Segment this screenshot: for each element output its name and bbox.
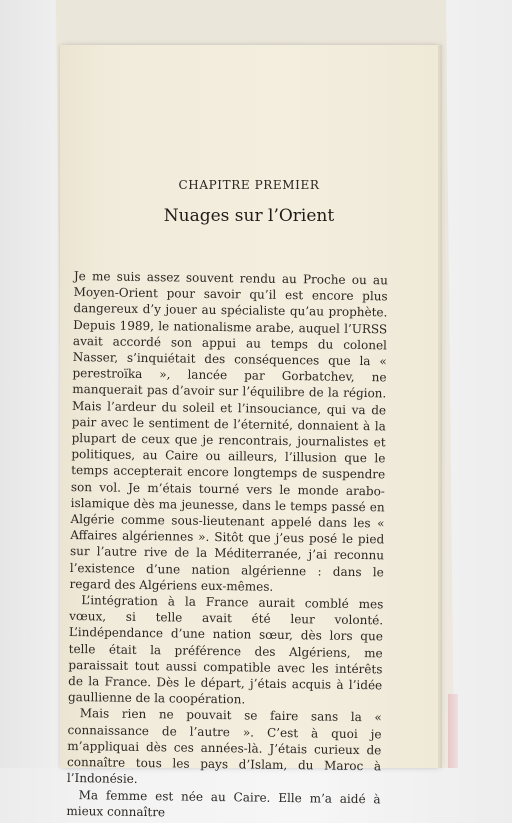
body-text	[66, 268, 388, 823]
paragraph: Je me suis assez souvent rendu au Proche ou au Moyen-Orient pour savoir qu’il est encore plus dangereux d’y jouer au spécialiste qu’au prophète. Depuis 1989, le nationalisme arabe, auquel l’URSS avait accordé son appui au temps du colonel Nasser, s’inquiétait des conséquences que la « perestroïka », lancée par Gorbatchev, ne manquerait pas d’avoir sur l’équilibre de la région. Mais l’ardeur du soleil et l’insouciance, qui va de pair avec le sentiment de l’éternité, donnaient à la plupart de ceux que je rencontrais, journalistes et politiques, au Caire ou ailleurs, l’illusion que le temps accepterait encore longtemps de suspendre son vol. Je m’étais tourné vers le monde arabo-islamique dès ma jeunesse, dans le temps passé en Algérie comme sous-lieutenant appelé dans les « Affaires algériennes ». Sitôt que j’eus posé le pied sur l’autre rive de la Méditerranée, j’ai reconnu l’existence d’une nation algérienne : dans le regard des Algériens eux-mêmes.	[69, 268, 388, 594]
background-surface	[0, 0, 60, 768]
paragraph: L’intégration à la France aurait comblé mes vœux, si telle avait été leur volonté. L’indépendance d’une nation sœur, dès lors que telle était la préférence des Algériens, me paraissait tout aussi compatible avec les intérêts de la France. Dès le départ, j’étais acquis à l’idée gaullienne de la coopération.	[67, 593, 384, 707]
chapter-label: CHAPITRE PREMIER	[178, 178, 320, 192]
page-edge	[438, 45, 442, 768]
chapter-title: Nuages sur l’Orient	[163, 206, 335, 226]
paragraph: Ma femme est née au Caire. Elle m’a aidé à mieux connaître	[66, 787, 381, 820]
paragraph: Mais rien ne pouvait se faire sans la « connaissance de l’autre ». C’est à quoi je m’appliquai dès ces années-là. J’étais curieux de connaître tous les pays d’Islam, du Maroc à l’Indonésie.	[66, 706, 382, 787]
bookmark-ribbon	[448, 694, 458, 768]
